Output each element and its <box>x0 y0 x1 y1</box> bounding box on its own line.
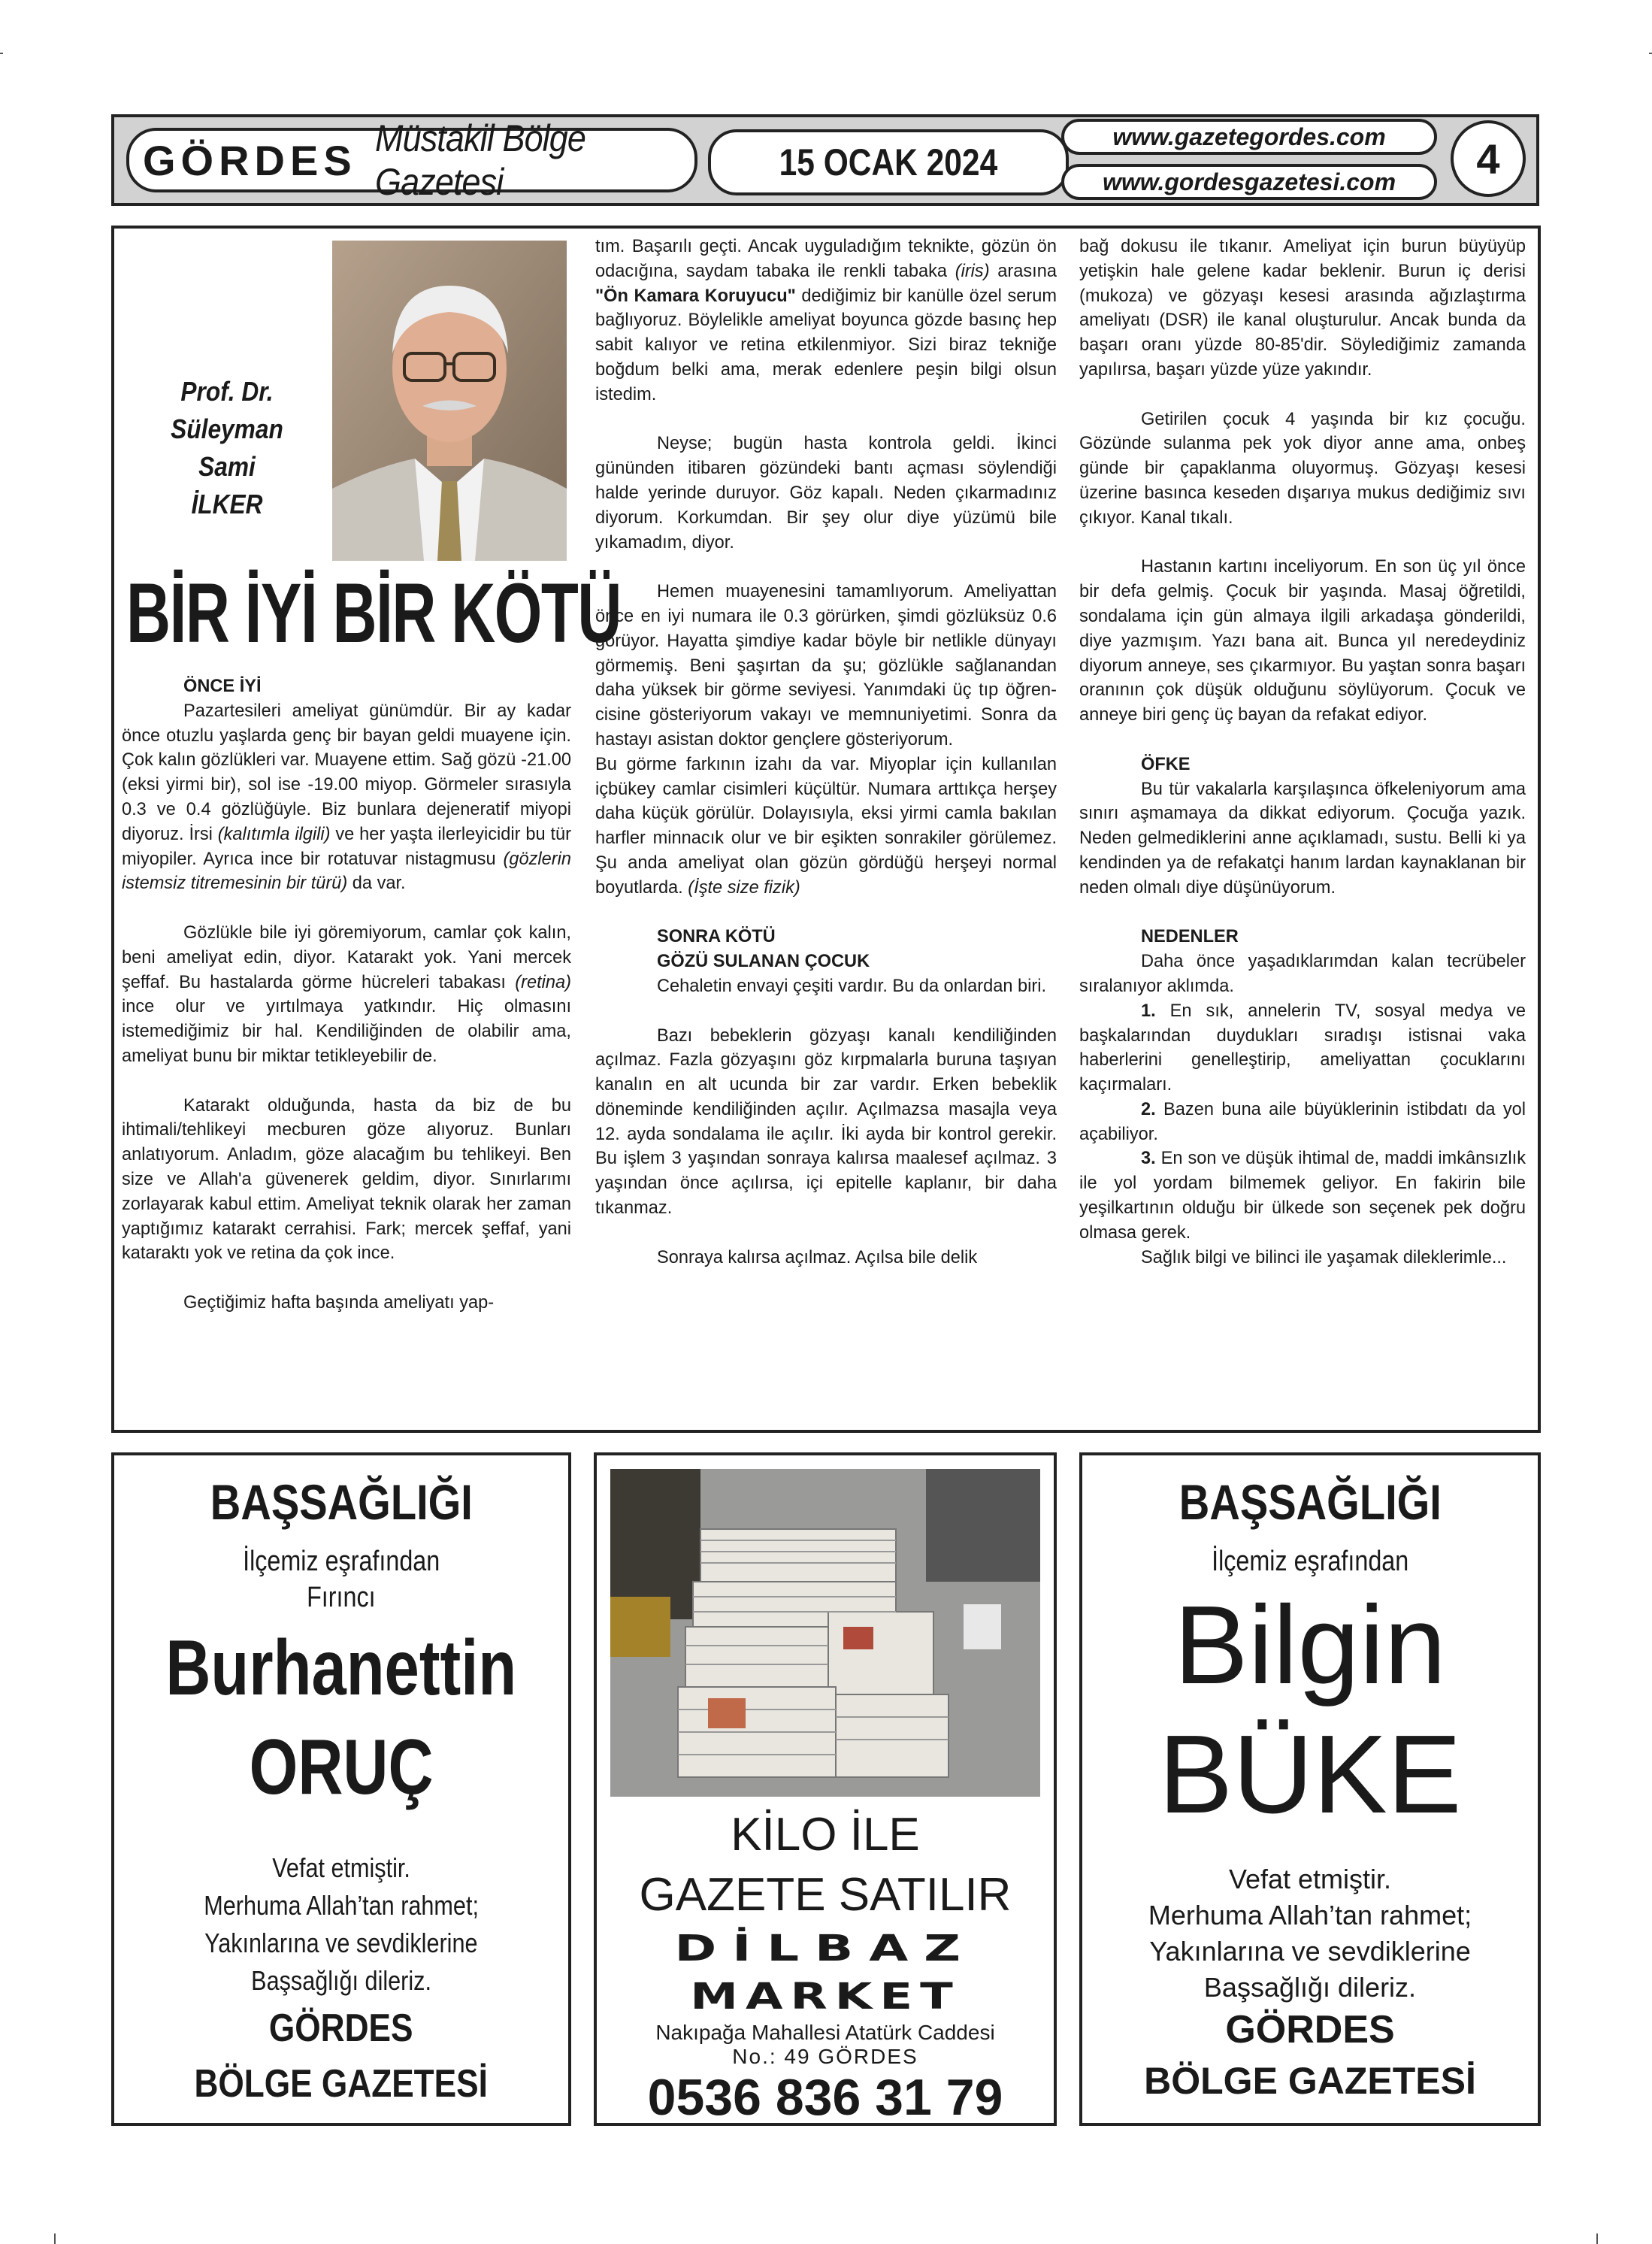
section-heading: ÖFKE <box>1141 754 1191 774</box>
paragraph: Daha önce yaşadıklarımdan kalan tecrübeler sıralanıyor aklımda. <box>1079 952 1526 996</box>
ad-line: İlçemiz eşrafından <box>1211 1546 1409 1577</box>
author-portrait-icon <box>332 241 567 561</box>
author-photo <box>332 241 567 561</box>
paragraph: Hemen muayenesini tamamlıyorum. Ameliyattan önce en iyi numara ile 0.3 görürken, şimdi gözlüksüz 0.6 görüyor. Hayatta şimdiye kadar böyle bir netlikle dünyayı görmemiş. Beni şaşırtan da şu; gözlükle sağlanandan daha yüksek bir görme seviyesi. Yanımdaki üç tıp öğren-cisine gösteriyorum vakayı ve memnuniyetimi. Sonra da hastayı asistan doktor gençlere gösteriyorum. <box>595 582 1057 750</box>
numbered-item: 1. En sık, annelerin TV, sosyal medya ve başkalarından duydukları sıradışı istisnai vaka haberlerini genelleştirip, ameliyattan çocuklarını kaçırmaları. <box>1079 1001 1526 1095</box>
author-name: Süleyman Sami <box>171 413 283 482</box>
website-link-1[interactable]: www.gazetegordes.com <box>1061 119 1437 155</box>
paragraph: Sağlık bilgi ve bilinci ile yaşamak dileklerimle... <box>1141 1247 1507 1267</box>
website-link-2[interactable]: www.gordesgazetesi.com <box>1061 164 1437 200</box>
newspaper-subtitle: Müstakil Bölge Gazetesi <box>374 117 585 203</box>
ad-line: KİLO İLE <box>731 1809 920 1861</box>
section-heading: GÖZÜ SULANAN ÇOCUK <box>657 952 870 972</box>
numbered-item: 2. Bazen buna aile büyüklerinin istibdatı da yol açabiliyor. <box>1079 1099 1526 1144</box>
ad-signature: GÖRDES <box>269 2006 413 2050</box>
deceased-first-name: Burhanettin <box>165 1625 517 1712</box>
article-column-1 <box>122 674 571 1316</box>
ad-message: Merhuma Allah’tan rahmet; <box>1148 1900 1472 1931</box>
ad-line: GAZETE SATILIR <box>639 1869 1012 1921</box>
section-heading: ÖNCE İYİ <box>183 677 262 696</box>
article-column-2 <box>595 235 1057 1270</box>
paragraph: Bazı bebeklerin gözyaşı kanalı kendiliğinden açılmaz. Fazla gözyaşını göz kırpmalarla buruna taşıyan kanalın en alt ucunda bir zar vardır. Erken bebeklik döneminde kendiliğinden açılır. Açılmazsa masajla veya 12. ayda sondalama ile açılır. İki ayda bir kontrol gerekir. Bu işlem 3 yaşından sonraya kalırsa maalesef açılmaz. 3 yaşından önce açılırsa, içi epitelle kaplanır, bir daha tıkanmaz. <box>595 1025 1057 1219</box>
ad-message: Yakınlarına ve sevdiklerine <box>1149 1936 1471 1967</box>
market-name: DİLBAZ <box>674 1928 976 1970</box>
paragraph: Katarakt olduğunda, hasta da biz de bu ihtimali/tehlikeyi mecburen göze alıyoruz. Bunları anlatıyorum. Anladım, göze alacağım bu tehlikeyi. Ben size ve Allah'a güvenerek geldim, diyor. Sınırlarımı zorlayarak kabul ettim. Ameliyat teknik olarak her zaman yaptığımız katarakt cerrahisi. Fark; mercek şeffaf, yani kataraktı yok ve retina da çok ince. <box>122 1095 571 1264</box>
ad-message: Başsağlığı dileriz. <box>1203 1972 1417 2003</box>
market-address: Nakıpağa Mahallesi Atatürk Caddesi <box>655 2021 995 2044</box>
paragraph: Neyse; bugün hasta kontrola geldi. İkinci gününden itibaren gözündeki bantı açması söylendiği halde yerinde duruyor. Göz kapalı. Neden çıkarmadınız diyorum. Korkumdan. Bir şey olur diye yüzümü bile yıkamadım, diyor. <box>595 434 1057 553</box>
market-ad <box>594 1452 1057 2126</box>
paragraph: Bu görme farkının izahı da var. Miyoplar için kullanılan içbükey camlar cisimleri küçültür. Numara arttıkça herşey daha küçük görülür. Dolayısıyla, eksi yirmi camla bakılan harfler minnacık olur ve bir eşikten sonrakiler görülemez. Şu anda ameliyat olan gözün gördüğü herşeyi normal boyutlarda. (İşte size fizik) <box>595 754 1057 898</box>
ad-title: BAŞSAĞLIĞI <box>1178 1474 1442 1530</box>
deceased-surname: ORUÇ <box>249 1724 434 1811</box>
crop-mark <box>54 2233 56 2244</box>
ad-message: Başsağlığı dileriz. <box>251 1965 431 1996</box>
crop-mark <box>0 53 3 54</box>
newspaper-stack-icon <box>610 1469 1040 1797</box>
article-title: BİR İYİ BİR KÖTÜ <box>126 566 621 660</box>
paragraph: bağ dokusu ile tıkanır. Ameliyat için burun büyüyüp yetişkin hale gelene kadar beklenir. Burun iç derisi (mukoza) ve gözyaşı kesesi arasında ağızlaştırma ameliyatı (DSR) ile kanal oluşturulur. Ancak bunda da başarı oranı yüzde 80-85'dir. Söylediğimiz zamanda yapılırsa, başarı yüzde yüze yakındır. <box>1079 237 1526 380</box>
masthead <box>111 114 1539 206</box>
paragraph: Sonraya kalırsa açılmaz. Açılsa bile delik <box>657 1247 978 1267</box>
market-name: MARKET <box>690 1976 961 2018</box>
ad-message: Yakınlarına ve sevdiklerine <box>204 1928 478 1958</box>
author-byline <box>137 373 317 523</box>
ad-message: Vefat etmiştir. <box>1228 1864 1392 1894</box>
article-column-3 <box>1079 235 1526 1270</box>
date-pill <box>708 129 1069 195</box>
condolence-ad-right <box>1079 1452 1541 2126</box>
ad-signature: GÖRDES <box>1225 2008 1395 2052</box>
crop-mark <box>1649 53 1652 54</box>
paragraph: Gözlükle bile iyi göremiyorum, camlar çok kalın, beni ameliyat edin, diyor. Katarakt yok. Yani mercek şeffaf. Bu hastalarda görme hücreleri tabakası (retina) ince olur ve yırtılmaya yatkındır. Hiç olmasını istemediğimiz bir hal. Kendiliğinden de olabilir ama, ameliyat bunu bir miktar tetikleyebilir de. <box>122 922 571 1066</box>
ad-message: Vefat etmiştir. <box>272 1852 410 1883</box>
ad-signature: BÖLGE GAZETESİ <box>194 2062 489 2106</box>
paragraph: Geçtiğimiz hafta başında ameliyatı yap- <box>183 1292 495 1313</box>
ad-line: Fırıncı <box>307 1582 376 1613</box>
paragraph: Bu tür vakalarla karşılaşınca öfkeleniyorum ama sınırı aşmamaya da dikkat ediyorum. Çocuğa yazık. Neden gelmediklerini anne açıklamadı, sustu. Belli ki ya kendinden ya de refakatçi hanım lardan kaynaklanan bir neden olmalı diye düşünüyorum. <box>1079 779 1526 898</box>
author-title: Prof. Dr. <box>180 376 274 407</box>
author-surname: İLKER <box>191 489 263 519</box>
paragraph: tım. Başarılı geçti. Ancak uyguladığım teknikte, gözün ön odacığına, saydam tabaka ile renkli tabaka (iris) arasına "Ön Kamara Koruyucu" dediğimiz bir kanülle özel serum bağlıyoruz. Böylelikle ameliyat boyunca gözde basınç hep sabit kalıyor ve retina etkilenmiyor. Sizi biraz tekniğe boğdum belki ama, merak edenlere peşin bilgi olsun istedim. <box>595 237 1057 404</box>
newspaper-name: GÖRDES <box>143 136 357 184</box>
ad-signature: BÖLGE GAZETESİ <box>1144 2060 1476 2102</box>
section-heading: SONRA KÖTÜ <box>657 927 776 947</box>
market-phone[interactable]: 0536 836 31 79 <box>647 2069 1003 2126</box>
paragraph: Hastanın kartını inceliyorum. En son üç yıl önce bir defa gelmiş. Çocuk bir yaşında. Masaj öğretildi, sondalama için gün almaya ilgili arkadaşa gönderildi, diye yazmışım. Yazı bana ait. Bunca yıl neredeydiniz diyorum anneye, ses çıkarmıyor. Bu yaştan sonra başarı oranının çok düşük olduğunu söylüyorum. Çocuk ve anneye biri genç üç bayan da refakat ediyor. <box>1079 557 1526 725</box>
deceased-surname: BÜKE <box>1158 1713 1462 1837</box>
section-heading: NEDENLER <box>1141 927 1239 947</box>
paragraph: Cehaletin envayi çeşiti vardır. Bu da onlardan biri. <box>657 976 1047 996</box>
condolence-ad-left <box>111 1452 571 2126</box>
page-number: 4 <box>1451 120 1526 197</box>
newspaper-stack-photo <box>610 1469 1040 1797</box>
numbered-item: 3. En son ve düşük ihtimal de, maddi imkânsızlık ile yol yordam bilmemek geliyor. En fakirin bile yeşilkartının olduğu bir ülkede son seçenek pek doğru olmasa gerek. <box>1079 1149 1526 1243</box>
paragraph: Pazartesileri ameliyat günümdür. Bir ay kadar önce otuzlu yaşlarda genç bir bayan geldi muayene için. Çok kalın gözlükleri var. Muayene ettim. Sağ gözü -21.00 (eksi yirmi bir), sol ise -19.00 miyop. Görmeler sırasıyla 0.3 ve 0.4 gözlüğüyle. Biz bunlara dejeneratif miyopi diyoruz. İrsi (kalıtımla ilgili) ve her yaşta ilerleyicidir bu tür miyopiler. Ayrıca ince bir rotatuvar nistagmusu (gözlerin istemsiz titremesinin bir türü) da var. <box>122 701 571 894</box>
issue-date: 15 OCAK 2024 <box>779 141 998 183</box>
crop-mark <box>1596 2233 1598 2244</box>
paragraph: Getirilen çocuk 4 yaşında bir kız çocuğu. Gözünde sulanma pek yok diyor anne ama, onbeş günde bir çapaklanma oluyormuş. Gözyaşı kesesi üzerine basınca keseden dışarıya mukus dediğimiz sıvı çıkıyor. Kanal tıkalı. <box>1079 409 1526 528</box>
brand-pill <box>126 117 697 203</box>
ad-title: BAŞSAĞLIĞI <box>210 1474 473 1530</box>
ad-message: Merhuma Allah’tan rahmet; <box>204 1890 479 1921</box>
deceased-first-name: Bilgin <box>1174 1583 1446 1707</box>
ad-line: İlçemiz eşrafından <box>242 1546 440 1577</box>
market-address: No.: 49 GÖRDES <box>732 2045 918 2068</box>
